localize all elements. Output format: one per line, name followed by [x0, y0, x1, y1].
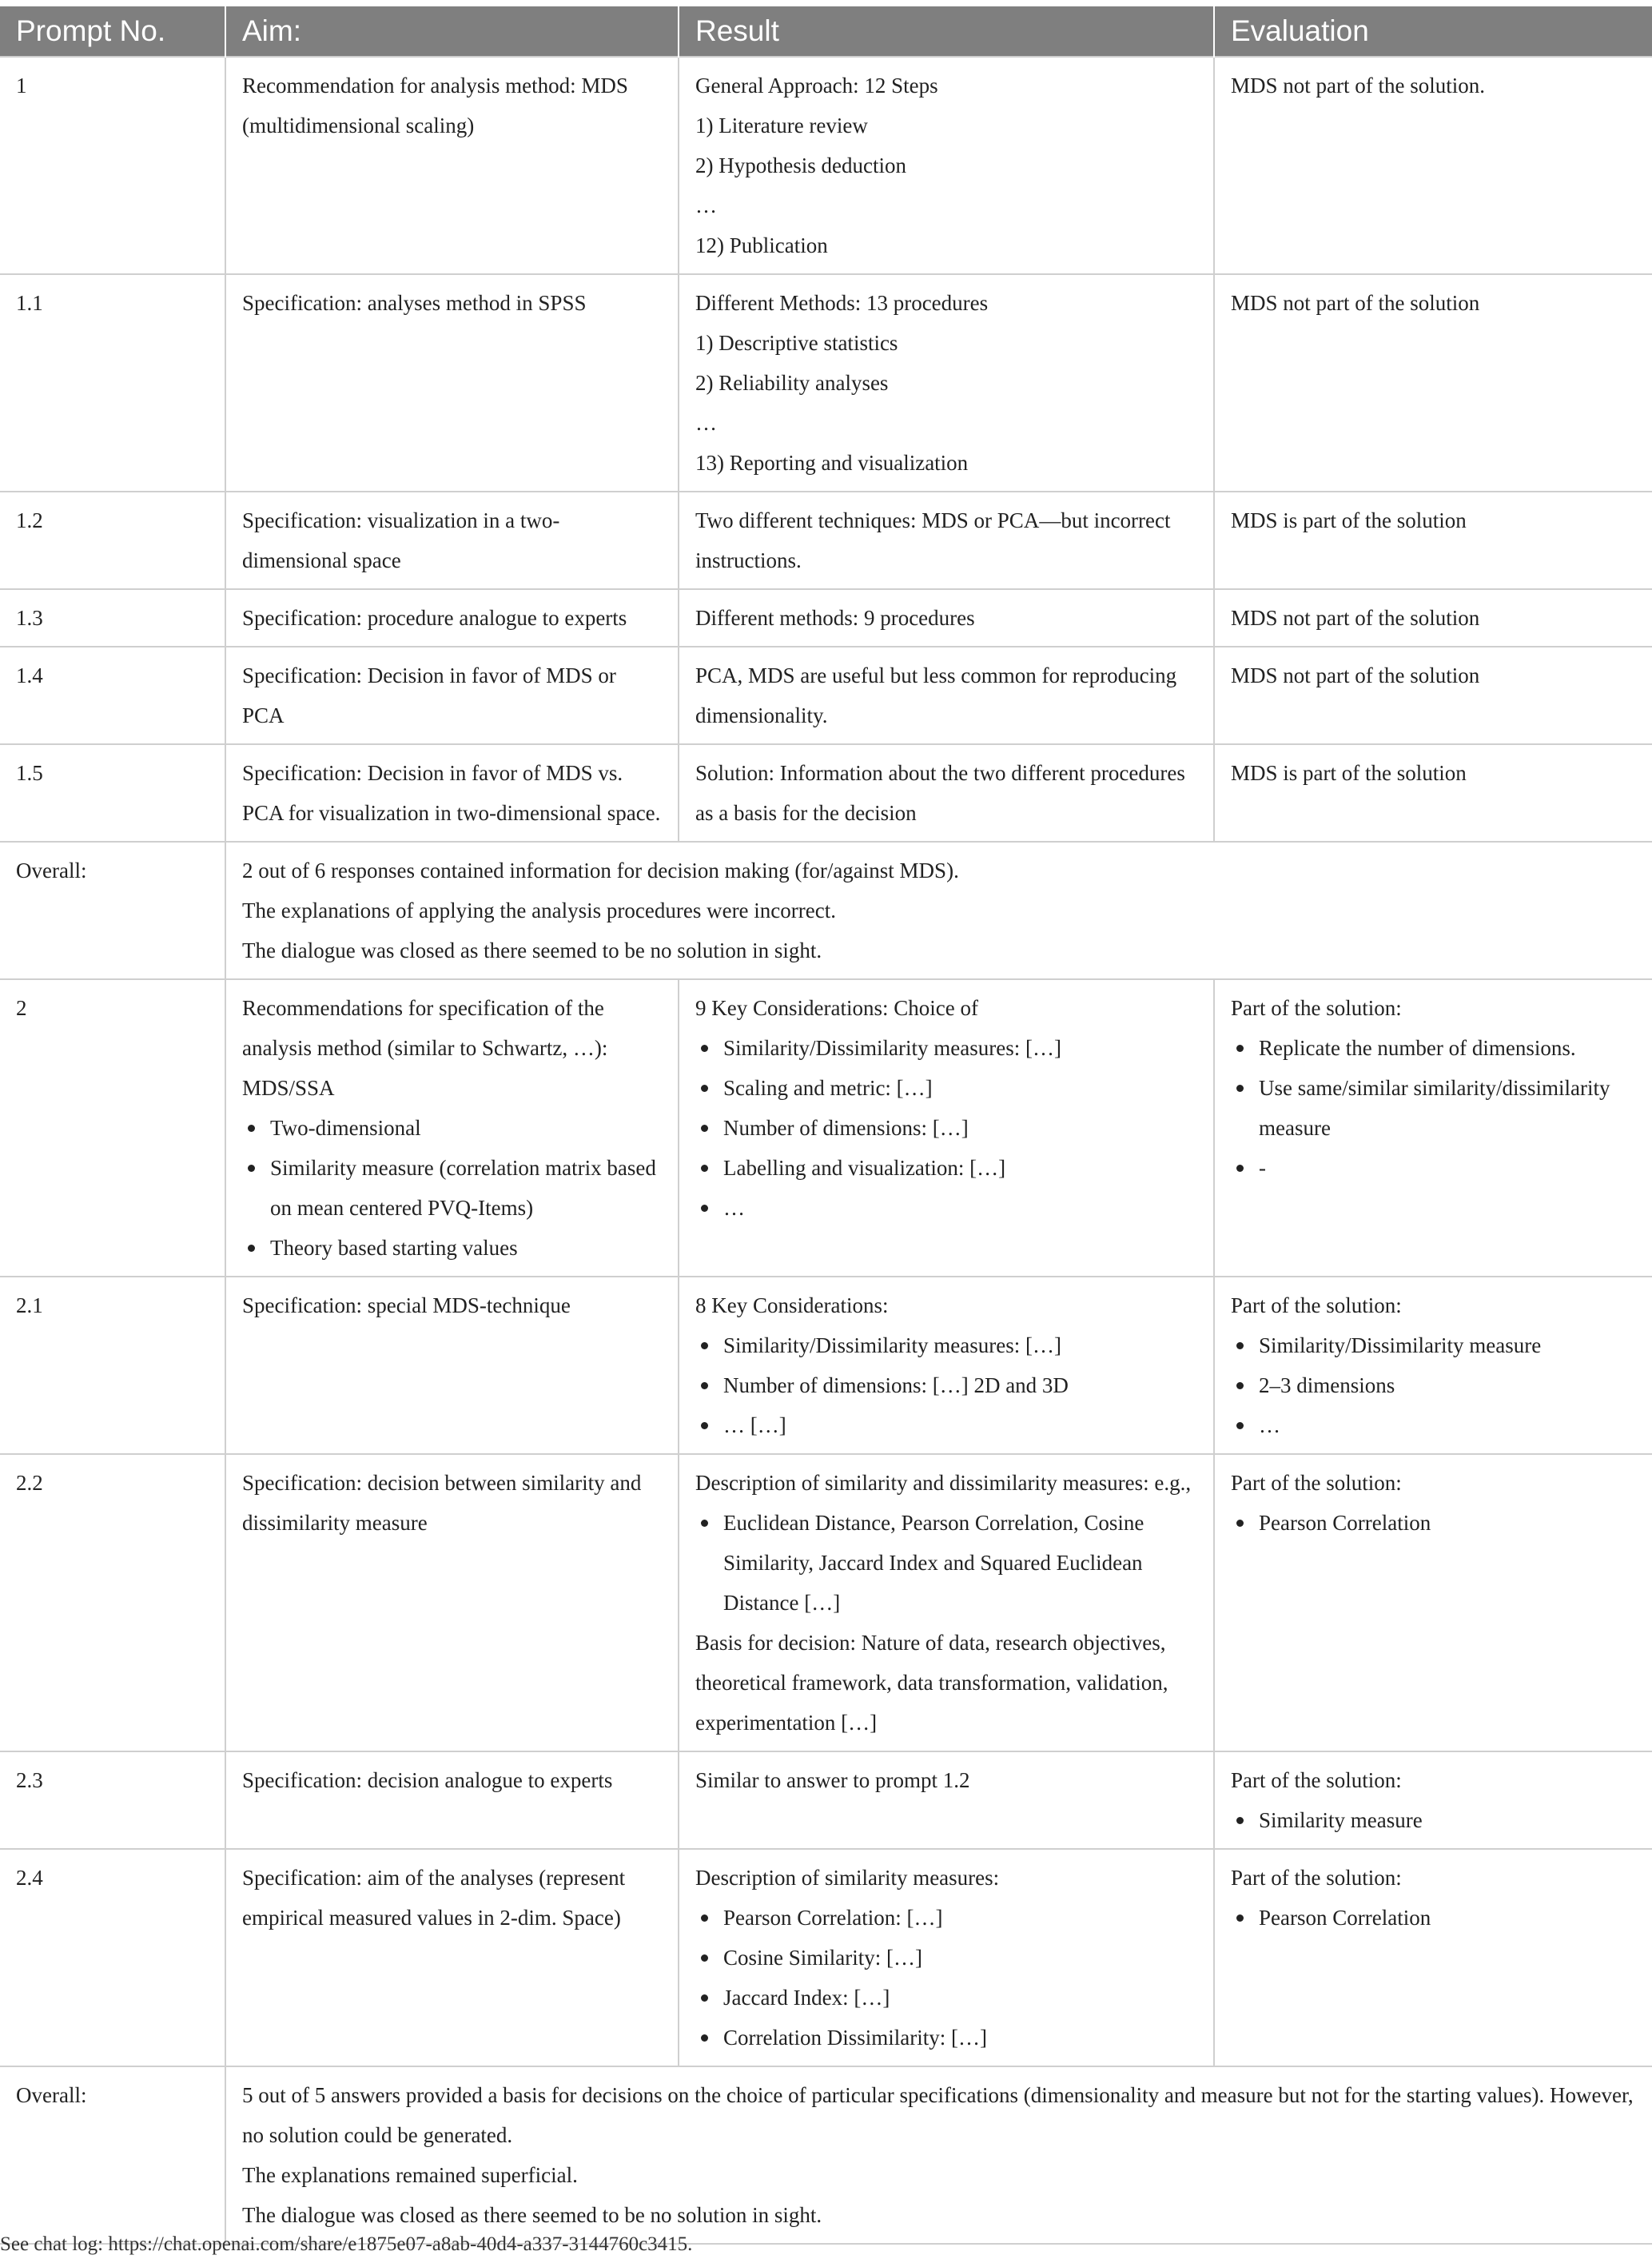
- cell-aim: [225, 1454, 679, 1751]
- cell-line: 13) Reporting and visualization: [695, 451, 969, 475]
- cell-line: MDS not part of the solution: [1231, 291, 1480, 315]
- bullet-list: [1231, 1028, 1636, 1188]
- cell-aim: [225, 274, 679, 492]
- bullet-item: Number of dimensions: […] 2D and 3D: [723, 1365, 1197, 1405]
- cell-line: 1) Descriptive statistics: [695, 331, 898, 355]
- cell-line: Part of the solution:: [1231, 1768, 1402, 1792]
- header-evaluation: Evaluation: [1214, 6, 1652, 57]
- cell-result: [679, 1454, 1214, 1751]
- bullet-list: [1231, 1503, 1636, 1543]
- table-row: [0, 744, 1652, 842]
- table-row: [0, 1277, 1652, 1454]
- cell-line: Recommendation for analysis method: MDS (multidimensional scaling): [242, 74, 628, 137]
- cell-line: 2) Reliability analyses: [695, 371, 889, 395]
- cell-line: Part of the solution:: [1231, 996, 1402, 1020]
- cell-line: Part of the solution:: [1231, 1471, 1402, 1495]
- cell-evaluation: [1214, 1849, 1652, 2066]
- bullet-item: …: [1259, 1405, 1636, 1445]
- results-table: [0, 6, 1652, 2245]
- cell-line: Part of the solution:: [1231, 1866, 1402, 1890]
- table-row: [0, 647, 1652, 744]
- table-row: [0, 492, 1652, 589]
- cell-evaluation: [1214, 492, 1652, 589]
- cell-line: Specification: decision between similarity and dissimilarity measure: [242, 1471, 642, 1535]
- bullet-item: Replicate the number of dimensions.: [1259, 1028, 1636, 1068]
- cell-evaluation: [1214, 57, 1652, 274]
- cell-line: 5 out of 5 answers provided a basis for decisions on the choice of particular specifications (dimensionality and measure but not for the starting values). However, no solution could be generated.: [242, 2083, 1634, 2147]
- cell-line: Description of similarity measures:: [695, 1866, 1000, 1890]
- cell-line: Recommendations for specification of the analysis method (similar to Schwartz, …): MDS/SSA: [242, 996, 608, 1100]
- cell-prompt-no: 1.2: [0, 492, 225, 589]
- cell-line: Specification: Decision in favor of MDS vs. PCA for visualization in two-dimensional space.: [242, 761, 661, 825]
- bullet-list: [695, 1325, 1197, 1445]
- bullet-item: Correlation Dissimilarity: […]: [723, 2018, 1197, 2058]
- cell-line: Specification: procedure analogue to experts: [242, 606, 627, 630]
- bullet-item: Number of dimensions: […]: [723, 1108, 1197, 1148]
- bullet-list: [695, 1503, 1197, 1623]
- cell-line: MDS is part of the solution: [1231, 508, 1467, 532]
- table-row: [0, 274, 1652, 492]
- cell-aim: [225, 1277, 679, 1454]
- cell-line: Specification: aim of the analyses (represent empirical measured values in 2-dim. Space): [242, 1866, 626, 1930]
- cell-line: …: [695, 193, 717, 217]
- bullet-item: Two-dimensional: [270, 1108, 662, 1148]
- bullet-item: … […]: [723, 1405, 1197, 1445]
- cell-line: General Approach: 12 Steps: [695, 74, 938, 98]
- bullet-list: [695, 1028, 1197, 1228]
- cell-line: MDS not part of the solution: [1231, 606, 1480, 630]
- header-prompt-no: Prompt No.: [0, 6, 225, 57]
- cell-prompt-no: 2.3: [0, 1751, 225, 1849]
- cell-evaluation: [1214, 647, 1652, 744]
- bullet-item: Similarity measure: [1259, 1800, 1636, 1840]
- cell-line: Solution: Information about the two different procedures as a basis for the decision: [695, 761, 1185, 825]
- bullet-item: Cosine Similarity: […]: [723, 1938, 1197, 1978]
- header-aim: Aim:: [225, 6, 679, 57]
- cell-aim: [225, 589, 679, 647]
- table-row: [0, 979, 1652, 1277]
- overall-label: Overall:: [0, 2066, 225, 2244]
- cell-result: [679, 647, 1214, 744]
- cell-result: [679, 1751, 1214, 1849]
- overall-row: [0, 842, 1652, 979]
- cell-line: Specification: Decision in favor of MDS or PCA: [242, 663, 616, 727]
- bullet-item: Pearson Correlation: [1259, 1898, 1636, 1938]
- cell-line: The dialogue was closed as there seemed to be no solution in sight.: [242, 2203, 822, 2227]
- cell-prompt-no: 1.3: [0, 589, 225, 647]
- cell-aim: [225, 492, 679, 589]
- bullet-item: Scaling and metric: […]: [723, 1068, 1197, 1108]
- cell-line: 1) Literature review: [695, 114, 868, 137]
- table-header-row: [0, 6, 1652, 57]
- cell-line: MDS is part of the solution: [1231, 761, 1467, 785]
- bullet-list: [695, 1898, 1197, 2058]
- cell-prompt-no: 2.1: [0, 1277, 225, 1454]
- overall-row: [0, 2066, 1652, 2244]
- bullet-item: Labelling and visualization: […]: [723, 1148, 1197, 1188]
- cell-prompt-no: 1.1: [0, 274, 225, 492]
- bullet-item: -: [1259, 1148, 1636, 1188]
- bullet-list: [1231, 1898, 1636, 1938]
- footnote: See chat log: https://chat.openai.com/share/e1875e07-a8ab-40d4-a337-3144760c3415.: [0, 2233, 693, 2255]
- cell-result: [679, 979, 1214, 1277]
- table-row: [0, 589, 1652, 647]
- cell-prompt-no: 2.4: [0, 1849, 225, 2066]
- cell-line: Specification: visualization in a two-dimensional space: [242, 508, 560, 572]
- cell-result: [679, 744, 1214, 842]
- overall-label: Overall:: [0, 842, 225, 979]
- cell-evaluation: [1214, 1751, 1652, 1849]
- bullet-list: [1231, 1325, 1636, 1445]
- bullet-item: Pearson Correlation: [1259, 1503, 1636, 1543]
- cell-line: The explanations remained superficial.: [242, 2163, 578, 2187]
- overall-text: [225, 842, 1652, 979]
- cell-aim: [225, 1849, 679, 2066]
- cell-line: The explanations of applying the analysis procedures were incorrect.: [242, 898, 836, 922]
- cell-result: [679, 589, 1214, 647]
- bullet-item: Theory based starting values: [270, 1228, 662, 1268]
- bullet-item: Pearson Correlation: […]: [723, 1898, 1197, 1938]
- cell-evaluation: [1214, 979, 1652, 1277]
- table-row: [0, 1454, 1652, 1751]
- cell-line: Two different techniques: MDS or PCA—but incorrect instructions.: [695, 508, 1171, 572]
- bullet-item: 2–3 dimensions: [1259, 1365, 1636, 1405]
- cell-aim: [225, 57, 679, 274]
- cell-prompt-no: 1.5: [0, 744, 225, 842]
- cell-line: 12) Publication: [695, 233, 828, 257]
- cell-line: MDS not part of the solution.: [1231, 74, 1485, 98]
- cell-aim: [225, 979, 679, 1277]
- cell-line: Specification: special MDS-technique: [242, 1293, 571, 1317]
- table-row: [0, 57, 1652, 274]
- cell-aim: [225, 1751, 679, 1849]
- cell-prompt-no: 2: [0, 979, 225, 1277]
- bullet-item: Similarity measure (correlation matrix based on mean centered PVQ-Items): [270, 1148, 662, 1228]
- table-row: [0, 1751, 1652, 1849]
- cell-prompt-no: 1: [0, 57, 225, 274]
- bullet-list: [1231, 1800, 1636, 1840]
- table-body: [0, 57, 1652, 2244]
- cell-prompt-no: 2.2: [0, 1454, 225, 1751]
- bullet-item: Similarity/Dissimilarity measure: [1259, 1325, 1636, 1365]
- cell-result: [679, 57, 1214, 274]
- cell-result: [679, 1849, 1214, 2066]
- header-result: Result: [679, 6, 1214, 57]
- cell-line: Specification: decision analogue to experts: [242, 1768, 613, 1792]
- cell-aim: [225, 744, 679, 842]
- cell-line: 2 out of 6 responses contained information for decision making (for/against MDS).: [242, 859, 959, 882]
- cell-line: Part of the solution:: [1231, 1293, 1402, 1317]
- cell-prompt-no: 1.4: [0, 647, 225, 744]
- bullet-item: Similarity/Dissimilarity measures: […]: [723, 1325, 1197, 1365]
- cell-line: Specification: analyses method in SPSS: [242, 291, 587, 315]
- cell-line: 8 Key Considerations:: [695, 1293, 889, 1317]
- cell-line: 9 Key Considerations: Choice of: [695, 996, 978, 1020]
- cell-line: …: [695, 411, 717, 435]
- table-row: [0, 1849, 1652, 2066]
- overall-text: [225, 2066, 1652, 2244]
- bullet-list: [242, 1108, 662, 1268]
- cell-aim: [225, 647, 679, 744]
- cell-evaluation: [1214, 1454, 1652, 1751]
- cell-line: Similar to answer to prompt 1.2: [695, 1768, 970, 1792]
- cell-evaluation: [1214, 274, 1652, 492]
- cell-line: MDS not part of the solution: [1231, 663, 1480, 687]
- cell-result: [679, 274, 1214, 492]
- document: [0, 6, 1652, 2255]
- cell-line: Different Methods: 13 procedures: [695, 291, 989, 315]
- cell-line: Description of similarity and dissimilarity measures: e.g.,: [695, 1471, 1192, 1495]
- cell-result: [679, 492, 1214, 589]
- bullet-item: Use same/similar similarity/dissimilarity measure: [1259, 1068, 1636, 1148]
- bullet-item: …: [723, 1188, 1197, 1228]
- cell-evaluation: [1214, 744, 1652, 842]
- cell-evaluation: [1214, 1277, 1652, 1454]
- cell-line: PCA, MDS are useful but less common for reproducing dimensionality.: [695, 663, 1177, 727]
- cell-line: Different methods: 9 procedures: [695, 606, 975, 630]
- cell-line: Basis for decision: Nature of data, research objectives, theoretical framework, data transformation, validation, experimentation […]: [695, 1631, 1168, 1735]
- cell-line: 2) Hypothesis deduction: [695, 153, 906, 177]
- cell-line: The dialogue was closed as there seemed to be no solution in sight.: [242, 938, 822, 962]
- cell-result: [679, 1277, 1214, 1454]
- cell-evaluation: [1214, 589, 1652, 647]
- bullet-item: Euclidean Distance, Pearson Correlation, Cosine Similarity, Jaccard Index and Squared Euclidean Distance […]: [723, 1503, 1197, 1623]
- bullet-item: Jaccard Index: […]: [723, 1978, 1197, 2018]
- bullet-item: Similarity/Dissimilarity measures: […]: [723, 1028, 1197, 1068]
